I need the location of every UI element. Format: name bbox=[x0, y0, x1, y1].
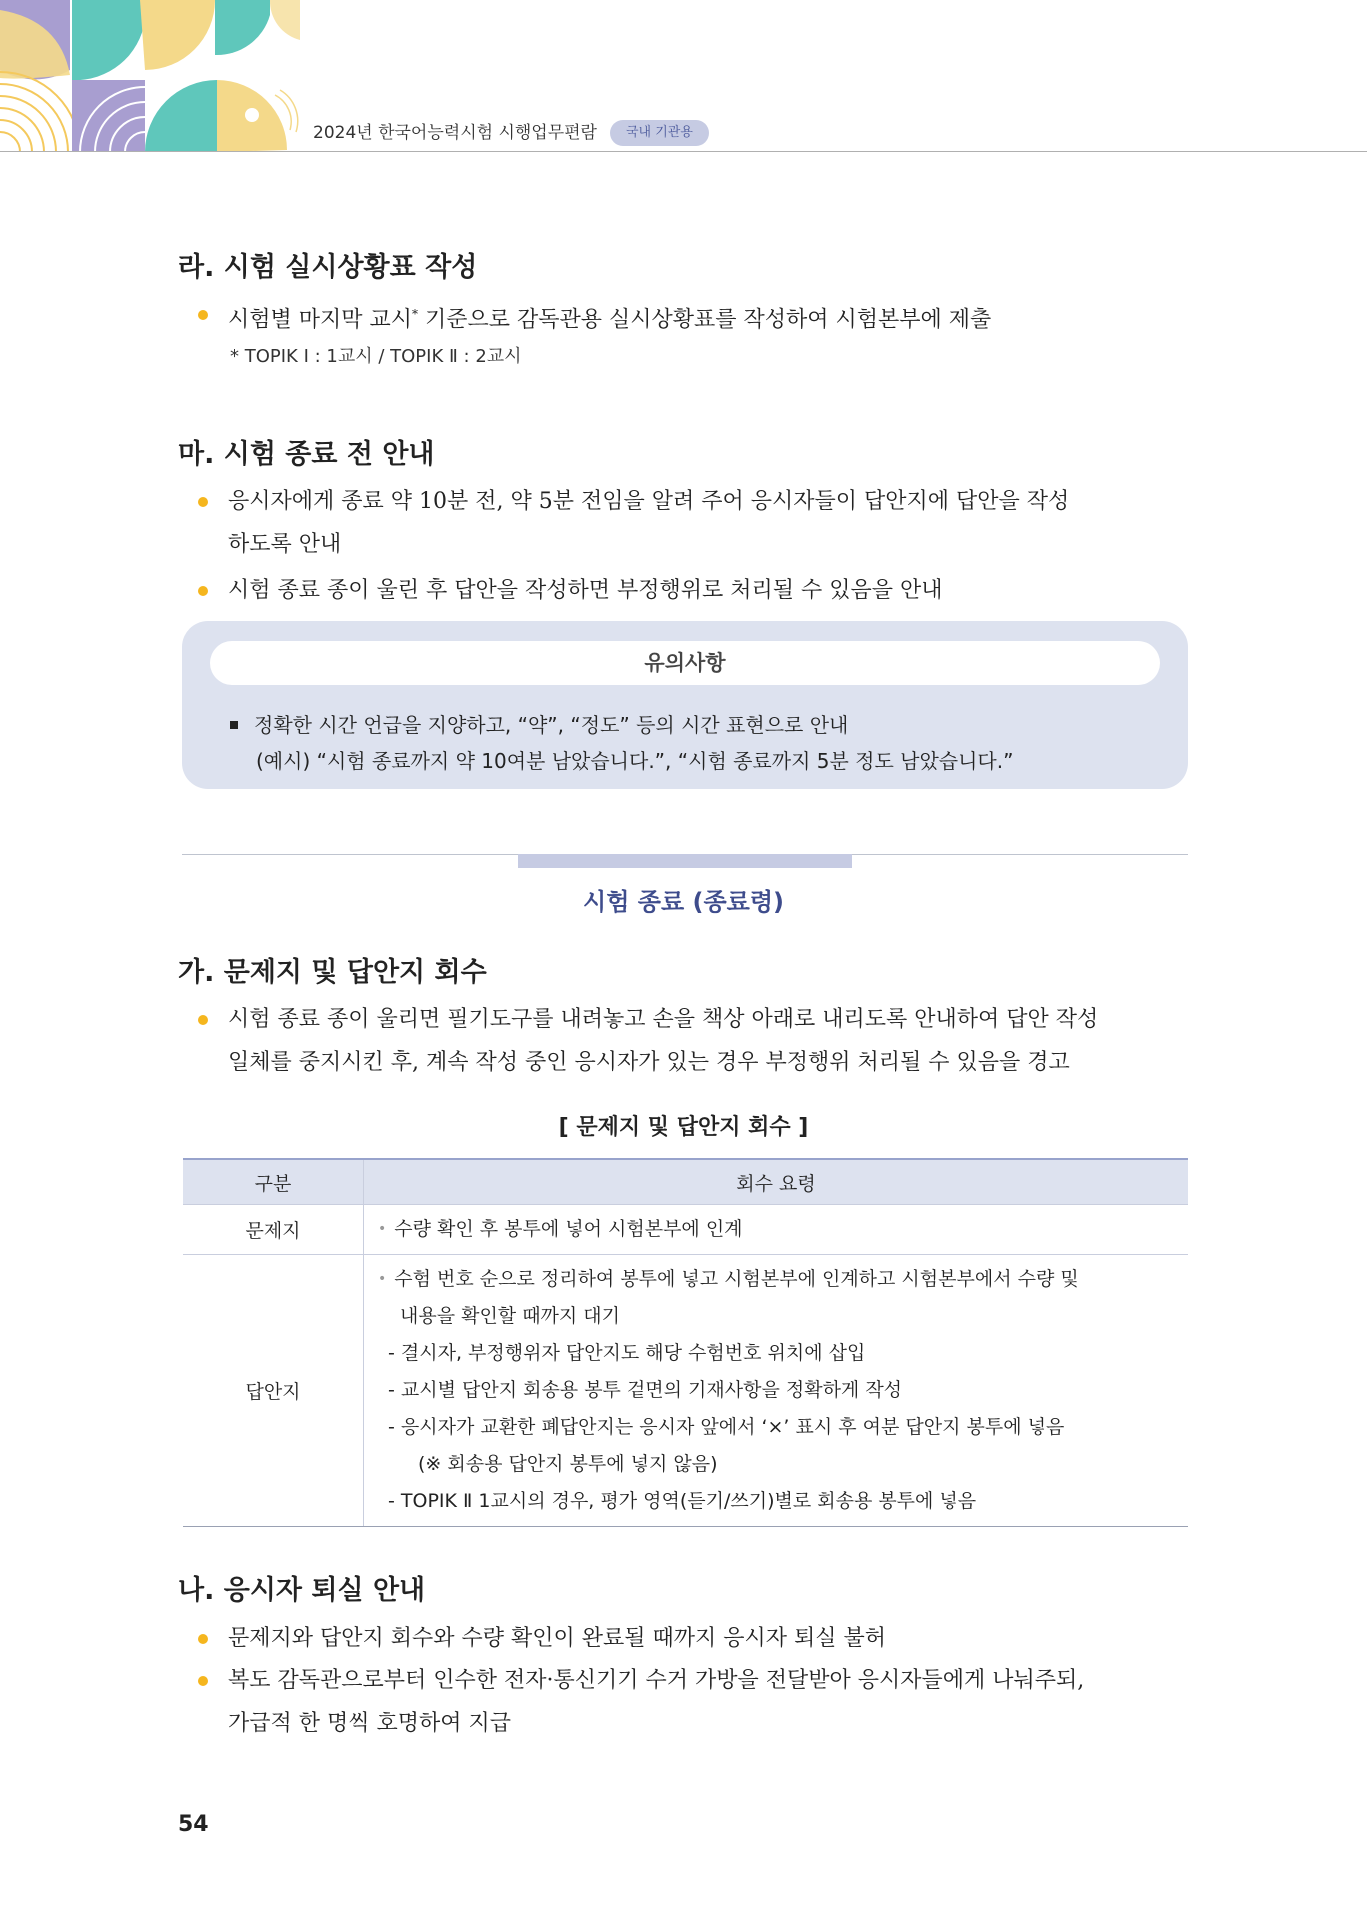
bullet-dot-icon bbox=[198, 1676, 208, 1686]
table-header-cell: 구분 bbox=[183, 1159, 364, 1205]
content-line: 수험 번호 순으로 정리하여 봉투에 넣고 시험본부에 인계하고 시험본부에서 수량 및 bbox=[394, 1268, 1079, 1290]
square-bullet-icon bbox=[230, 721, 238, 729]
section-heading-ga: 가. 문제지 및 답안지 회수 bbox=[178, 957, 487, 988]
table-row bbox=[183, 1255, 1188, 1527]
header-decoration bbox=[0, 0, 300, 152]
content-line: - 결시자, 부정행위자 답안지도 해당 수험번호 위치에 삽입 bbox=[388, 1342, 866, 1364]
notice-title: 유의사항 bbox=[210, 641, 1160, 685]
bullet-dot-icon bbox=[198, 1015, 208, 1025]
section-heading-ra: 라. 시험 실시상황표 작성 bbox=[178, 252, 478, 283]
page-number: 54 bbox=[178, 1812, 209, 1837]
notice-text bbox=[230, 709, 848, 738]
table-header-row bbox=[183, 1159, 1188, 1205]
header-divider bbox=[0, 151, 1367, 152]
row-label: 답안지 bbox=[183, 1255, 364, 1527]
notice-line-1: 정확한 시간 언급을 지양하고, “약”, “정도” 등의 시간 표현으로 안내 bbox=[254, 713, 849, 737]
small-bullet-icon: • bbox=[378, 1221, 387, 1237]
bullet-text: 시험별 마지막 교시 bbox=[228, 307, 413, 333]
bullet-item bbox=[198, 998, 1198, 1084]
bullet-text: 기준으로 감독관용 실시상황표를 작성하여 시험본부에 제출 bbox=[418, 307, 992, 333]
notice-box bbox=[182, 621, 1188, 789]
bullet-dot-icon bbox=[198, 586, 208, 596]
bullet-text: 문제지와 답안지 회수와 수량 확인이 완료될 때까지 응시자 퇴실 불허 bbox=[228, 1626, 886, 1651]
bullet-dot-icon bbox=[198, 310, 208, 320]
footnote: * TOPIK Ⅰ : 1교시 / TOPIK Ⅱ : 2교시 bbox=[230, 346, 522, 367]
bullet-item bbox=[198, 569, 1198, 612]
small-bullet-icon: • bbox=[378, 1271, 387, 1287]
content-line: - 교시별 답안지 회송용 봉투 겉면의 기재사항을 정확하게 작성 bbox=[388, 1379, 903, 1401]
bullet-item bbox=[198, 293, 1198, 341]
table-header-cell: 회수 요령 bbox=[364, 1159, 1189, 1205]
row-content bbox=[364, 1255, 1189, 1527]
content-line: - TOPIK Ⅱ 1교시의 경우, 평가 영역(듣기/쓰기)별로 회송용 봉투에 넣음 bbox=[388, 1490, 977, 1512]
section-heading-ma: 마. 시험 종료 전 안내 bbox=[178, 439, 435, 470]
content-line: 수량 확인 후 봉투에 넣어 시험본부에 인계 bbox=[394, 1218, 743, 1240]
section-divider-title: 시험 종료 (종료령) bbox=[583, 888, 784, 916]
bullet-item bbox=[198, 480, 1198, 566]
row-content bbox=[364, 1205, 1189, 1255]
content-line: - 응시자가 교환한 폐답안지는 응시자 앞에서 ‘×’ 표시 후 여분 답안지 봉투에 넣음 bbox=[388, 1416, 1065, 1438]
bullet-item bbox=[198, 1617, 1198, 1660]
table-caption: [ 문제지 및 답안지 회수 ] bbox=[558, 1115, 809, 1140]
bullet-text-continued: 일체를 중지시킨 후, 계속 작성 중인 응시자가 있는 경우 부정행위 처리될 수 있음을 경고 bbox=[228, 1050, 1070, 1075]
section-divider-bar bbox=[518, 854, 852, 868]
bullet-item bbox=[198, 1659, 1198, 1745]
notice-example: (예시) “시험 종료까지 약 10여분 남았습니다.”, “시험 종료까지 5분 정도 남았습니다.” bbox=[256, 749, 1014, 773]
bullet-dot-icon bbox=[198, 497, 208, 507]
bullet-text: 시험 종료 종이 울린 후 답안을 작성하면 부정행위로 처리될 수 있음을 안내 bbox=[228, 578, 943, 603]
row-label: 문제지 bbox=[183, 1205, 364, 1255]
footnote-marker: * bbox=[412, 307, 419, 321]
bullet-text: 시험 종료 종이 울리면 필기도구를 내려놓고 손을 책상 아래로 내리도록 안내하여 답안 작성 bbox=[228, 1007, 1099, 1032]
content-line: (※ 회송용 답안지 봉투에 넣지 않음) bbox=[418, 1453, 718, 1475]
document-title: 2024년 한국어능력시험 시행업무편람 bbox=[313, 123, 597, 143]
bullet-dot-icon bbox=[198, 1634, 208, 1644]
content-line: 내용을 확인할 때까지 대기 bbox=[400, 1305, 621, 1327]
bullet-text: 응시자에게 종료 약 10분 전, 약 5분 전임을 알려 주어 응시자들이 답안지에 답안을 작성 bbox=[228, 489, 1070, 514]
table-row bbox=[183, 1205, 1188, 1255]
section-heading-na: 나. 응시자 퇴실 안내 bbox=[178, 1575, 426, 1606]
category-tag: 국내 기관용 bbox=[610, 120, 709, 146]
collection-table bbox=[183, 1158, 1188, 1527]
bullet-text: 복도 감독관으로부터 인수한 전자·통신기기 수거 가방을 전달받아 응시자들에게 나눠주되, bbox=[228, 1668, 1085, 1693]
bullet-text-continued: 하도록 안내 bbox=[228, 532, 342, 557]
bullet-text-continued: 가급적 한 명씩 호명하여 지급 bbox=[228, 1711, 511, 1736]
